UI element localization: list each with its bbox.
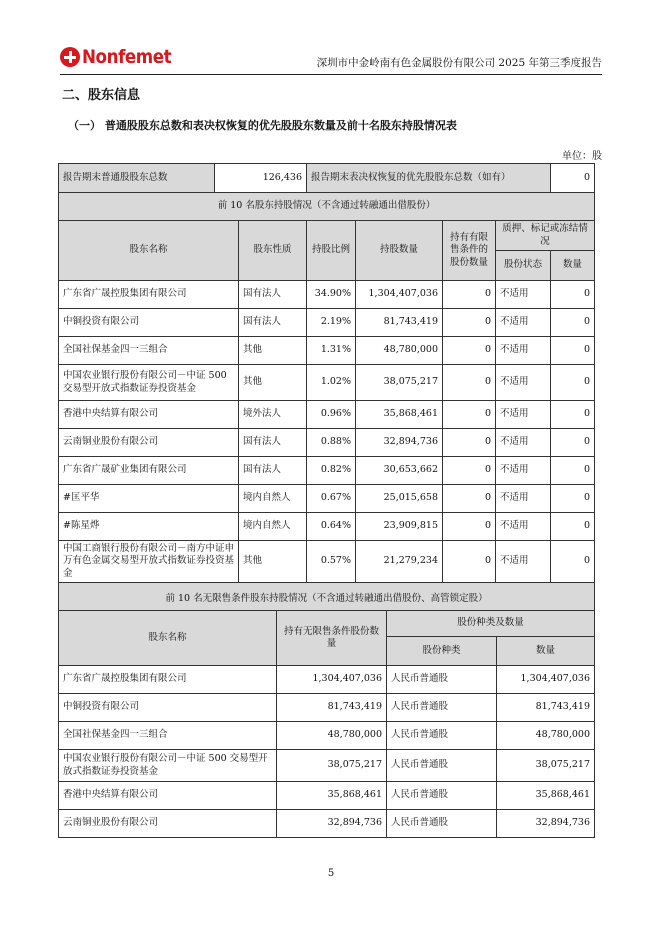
- share-type: 人民币普通股: [387, 666, 497, 694]
- share-type: 人民币普通股: [387, 750, 497, 782]
- unrestricted-holder-name: 广东省广晟控股集团有限公司: [59, 666, 277, 694]
- common-holders-label: 报告期末普通股股东总数: [59, 164, 215, 192]
- share-type-qty: 81,743,419: [497, 694, 595, 722]
- holder-nature: 国有法人: [239, 309, 307, 337]
- unrestricted-qty: 32,894,736: [277, 810, 387, 838]
- header-pledge-qty: 数量: [551, 251, 595, 281]
- header-pledge-status: 股份状态: [496, 251, 551, 281]
- table-row: [59, 541, 595, 583]
- holding-ratio: 2.19%: [307, 309, 356, 337]
- holding-qty: 30,653,662: [356, 457, 443, 485]
- pledge-status: 不适用: [496, 429, 551, 457]
- subsection-title: （一） 普通股股东总数和表决权恢复的优先股股东数量及前十名股东持股情况表: [68, 119, 457, 132]
- holder-name: 中国工商银行股份有限公司－南方中证申万有色金属交易型开放式指数证券投资基金: [59, 541, 239, 583]
- table-row: [59, 365, 595, 401]
- pledge-status: 不适用: [496, 457, 551, 485]
- restricted-qty: 0: [443, 485, 496, 513]
- holding-qty: 38,075,217: [356, 365, 443, 401]
- share-type: 人民币普通股: [387, 782, 497, 810]
- table-row: [59, 694, 595, 722]
- holder-name: 云南铜业股份有限公司: [59, 429, 239, 457]
- holding-ratio: 0.82%: [307, 457, 356, 485]
- holder-name: #匡平华: [59, 485, 239, 513]
- unrestricted-qty: 48,780,000: [277, 722, 387, 750]
- header-holding-ratio: 持股比例: [307, 221, 356, 281]
- table-row: [59, 666, 595, 694]
- holding-qty: 23,909,815: [356, 513, 443, 541]
- share-type: 人民币普通股: [387, 722, 497, 750]
- holding-qty: 1,304,407,036: [356, 281, 443, 309]
- holding-ratio: 1.02%: [307, 365, 356, 401]
- restricted-qty: 0: [443, 337, 496, 365]
- table-row: [59, 485, 595, 513]
- logo-mark-icon: [60, 47, 80, 67]
- holding-ratio: 34.90%: [307, 281, 356, 309]
- holding-ratio: 0.88%: [307, 429, 356, 457]
- restricted-qty: 0: [443, 365, 496, 401]
- table-row: [59, 513, 595, 541]
- holder-name: #陈星烨: [59, 513, 239, 541]
- share-type-qty: 38,075,217: [497, 750, 595, 782]
- header-share-type: 股份种类: [387, 637, 497, 666]
- table-row: [59, 281, 595, 309]
- holder-name: 全国社保基金四一三组合: [59, 337, 239, 365]
- share-type: 人民币普通股: [387, 810, 497, 838]
- document-title: 深圳市中金岭南有色金属股份有限公司 2025 年第三季度报告: [316, 57, 602, 69]
- holding-qty: 21,279,234: [356, 541, 443, 583]
- holding-ratio: 0.67%: [307, 485, 356, 513]
- unrestricted-qty: 35,868,461: [277, 782, 387, 810]
- table-row: [59, 810, 595, 838]
- holder-nature: 其他: [239, 541, 307, 583]
- pledge-status: 不适用: [496, 337, 551, 365]
- header-unrestricted-name: 股东名称: [59, 611, 277, 666]
- table-row: [59, 457, 595, 485]
- holder-name: 中铜投资有限公司: [59, 309, 239, 337]
- pledge-qty: 0: [551, 429, 595, 457]
- pledge-qty: 0: [551, 281, 595, 309]
- share-type-qty: 35,868,461: [497, 782, 595, 810]
- pledge-status: 不适用: [496, 541, 551, 583]
- restricted-qty: 0: [443, 429, 496, 457]
- table-row: [59, 401, 595, 429]
- restricted-qty: 0: [443, 401, 496, 429]
- share-type-qty: 1,304,407,036: [497, 666, 595, 694]
- holder-name: 广东省广晟矿业集团有限公司: [59, 457, 239, 485]
- logo-text: Nonfemet: [82, 46, 172, 68]
- holding-ratio: 0.96%: [307, 401, 356, 429]
- holder-nature: 国有法人: [239, 457, 307, 485]
- holder-nature: 境内自然人: [239, 513, 307, 541]
- unrestricted-title: 前 10 名无限售条件股东持股情况（不含通过转融通出借股份、高管锁定股）: [59, 583, 595, 617]
- header-holding-qty: 持股数量: [356, 221, 443, 281]
- unrestricted-holder-name: 云南铜业股份有限公司: [59, 810, 277, 838]
- top10-title: 前 10 名股东持股情况（不含通过转融通出借股份）: [59, 193, 595, 221]
- holder-name: 香港中央结算有限公司: [59, 401, 239, 429]
- holding-ratio: 0.64%: [307, 513, 356, 541]
- pledge-qty: 0: [551, 541, 595, 583]
- holding-ratio: 1.31%: [307, 337, 356, 365]
- share-type-qty: 48,780,000: [497, 722, 595, 750]
- pledge-qty: 0: [551, 365, 595, 401]
- table-row: [59, 429, 595, 457]
- pledge-status: 不适用: [496, 309, 551, 337]
- pledge-qty: 0: [551, 337, 595, 365]
- restricted-qty: 0: [443, 513, 496, 541]
- holding-qty: 48,780,000: [356, 337, 443, 365]
- header-pledge-group: 质押、标记或冻结情况: [496, 221, 595, 251]
- restricted-qty: 0: [443, 541, 496, 583]
- pledge-status: 不适用: [496, 401, 551, 429]
- table-row: [59, 782, 595, 810]
- restricted-qty: 0: [443, 309, 496, 337]
- pledge-qty: 0: [551, 401, 595, 429]
- unrestricted-qty: 81,743,419: [277, 694, 387, 722]
- holder-nature: 国有法人: [239, 281, 307, 309]
- summary-row: [59, 164, 307, 193]
- holder-name: 中国农业银行股份有限公司－中证 500 交易型开放式指数证券投资基金: [59, 365, 239, 401]
- table-row: [59, 337, 595, 365]
- restricted-qty: 0: [443, 457, 496, 485]
- pledge-status: 不适用: [496, 365, 551, 401]
- unrestricted-qty: 1,304,407,036: [277, 666, 387, 694]
- holder-nature: 其他: [239, 337, 307, 365]
- common-holders-value: 126,436: [215, 164, 306, 192]
- holder-nature: 境外法人: [239, 401, 307, 429]
- shareholders-table: [58, 163, 595, 617]
- holding-ratio: 0.57%: [307, 541, 356, 583]
- pledge-status: 不适用: [496, 281, 551, 309]
- holder-name: 广东省广晟控股集团有限公司: [59, 281, 239, 309]
- holder-nature: 境内自然人: [239, 485, 307, 513]
- header-share-type-qty: 数量: [497, 637, 595, 666]
- pledge-qty: 0: [551, 309, 595, 337]
- unrestricted-holder-name: 中国农业银行股份有限公司－中证 500 交易型开放式指数证券投资基金: [59, 750, 277, 782]
- holding-qty: 35,868,461: [356, 401, 443, 429]
- preferred-holders-value: 0: [551, 164, 595, 193]
- company-logo: [60, 44, 183, 70]
- header-unrestricted-qty: 持有无限售条件股份数量: [277, 611, 387, 666]
- pledge-qty: 0: [551, 485, 595, 513]
- holding-qty: 81,743,419: [356, 309, 443, 337]
- restricted-qty: 0: [443, 281, 496, 309]
- table-row: [59, 750, 595, 782]
- holder-nature: 其他: [239, 365, 307, 401]
- header-holder-nature: 股东性质: [239, 221, 307, 281]
- unrestricted-table: [58, 610, 595, 838]
- table-row: [59, 309, 595, 337]
- table-row: [59, 722, 595, 750]
- header-holder-name: 股东名称: [59, 221, 239, 281]
- header-share-type-group: 股份种类及数量: [387, 611, 595, 637]
- pledge-status: 不适用: [496, 485, 551, 513]
- page-header: [60, 44, 602, 75]
- unit-label: 单位：股: [562, 151, 602, 162]
- section-title: 二、股东信息: [62, 88, 141, 103]
- preferred-holders-label: 报告期末表决权恢复的优先股股东总数（如有）: [307, 164, 551, 193]
- header-restricted-qty: 持有有限售条件的股份数量: [443, 221, 496, 281]
- page-number: 5: [327, 868, 335, 879]
- unrestricted-holder-name: 中铜投资有限公司: [59, 694, 277, 722]
- pledge-qty: 0: [551, 513, 595, 541]
- holder-nature: 国有法人: [239, 429, 307, 457]
- pledge-status: 不适用: [496, 513, 551, 541]
- unrestricted-qty: 38,075,217: [277, 750, 387, 782]
- unrestricted-holder-name: 全国社保基金四一三组合: [59, 722, 277, 750]
- pledge-qty: 0: [551, 457, 595, 485]
- holding-qty: 25,015,658: [356, 485, 443, 513]
- unrestricted-holder-name: 香港中央结算有限公司: [59, 782, 277, 810]
- holding-qty: 32,894,736: [356, 429, 443, 457]
- share-type: 人民币普通股: [387, 694, 497, 722]
- share-type-qty: 32,894,736: [497, 810, 595, 838]
